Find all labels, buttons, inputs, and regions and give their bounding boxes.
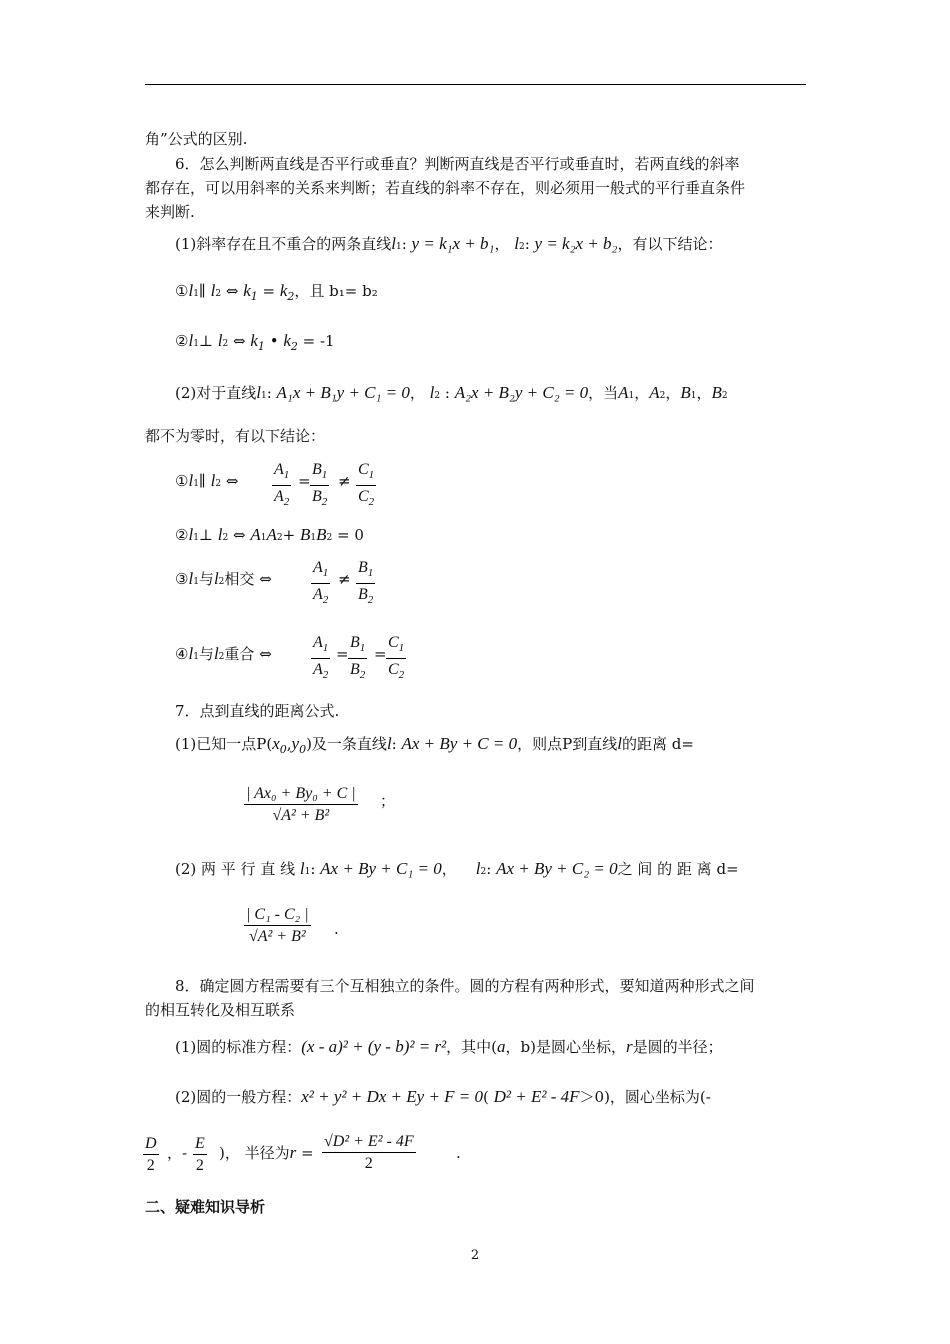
l2-slope-eq: y = k₂x + b₂ (534, 234, 618, 253)
fraction-a1-a2-b: $\frac{A_1}{A_2}$ (311, 558, 330, 611)
item6-cond1: ①l1∥ l2 ⇔ $k_1 = k_2$，且 b₁= b₂ (175, 281, 378, 303)
sub2-c4-label: ④ (175, 645, 189, 663)
point-line-distance-fraction (244, 784, 358, 827)
fraction-b1-b2-b: $\frac{B_1}{B_2}$ (356, 558, 375, 611)
sub1-suffix: ，有以下结论： (617, 235, 723, 253)
item6-line3: 来判断. (145, 203, 195, 221)
std-prefix: (1)圆的标准方程： (175, 1038, 302, 1056)
c2-tail: = -1 (302, 332, 335, 350)
item8-line1: 8．确定圆方程需要有三个互相独立的条件。圆的方程有两种形式，要知道两种形式之间 (175, 977, 755, 995)
radius-denominator: 2 (322, 1152, 416, 1175)
item7-sub1: (1)已知一点$P(x_0,y_0)$及一条直线l: Ax + By + C = 0，则点P到直线l的距离 d= (175, 734, 694, 756)
fraction-a1-a2: $\frac{A_1}{A_2}$ (272, 460, 291, 513)
intro-text: 角”公式的区别. (145, 130, 248, 148)
radius-label: )， 半径为r = (219, 1143, 314, 1162)
item6-cond2: ②l1⊥ l2 ⇔ $k_1$ • $k_2 = -1$ (175, 331, 335, 353)
std-mid: ，其中( (446, 1038, 498, 1056)
sub1-suffix: ，则点P到直线 (517, 735, 618, 753)
fraction-a1-a2-c: $\frac{A_1}{A_2}$ (311, 633, 330, 686)
intersect-text: 相交 (224, 570, 255, 588)
l2-general-eq: A₂x + B₂y + C₂ = 0 (454, 383, 589, 402)
item6-sub2-c2: ②l1⊥ l2 ⇔ A1A2+ B1B2 = 0 (175, 525, 364, 544)
neq-sign-b: ≠ (338, 570, 351, 588)
item6-line2: 都存在，可以用斜率的关系来判断；若直线的斜率不存在，则必须用一般式的平行垂直条件 (145, 179, 746, 197)
item7-sub2: (2) 两 平 行 直 线 l1: Ax + By + C₁ = 0， l2: Ax + By + C₂ = 0之 间 的 距 离 d= (175, 859, 739, 878)
fraction-b1-b2: $\frac{B_1}{B_2}$ (310, 460, 329, 513)
with-text-2: 与 (198, 645, 214, 663)
parallel-l1-eq: Ax + By + C₁ = 0 (320, 859, 442, 878)
fraction-c1-c2-c: $\frac{C_1}{C_2}$ (386, 633, 406, 686)
fraction-b1-b2-c: $\frac{B_1}{B_2}$ (348, 633, 367, 686)
eq-sign: = (298, 472, 311, 490)
l1-general-eq: A₁x + B₁y + C₁ = 0 (276, 383, 410, 402)
item6-sub2-cont: 都不为零时，有以下结论： (145, 427, 326, 445)
period: . (334, 920, 339, 938)
parallel-distance-fraction (244, 905, 311, 948)
item6-line1: 6．怎么判断两直线是否平行或垂直？判断两直线是否平行或垂直时，若两直线的斜率 (175, 155, 740, 173)
item8-line2: 的相互转化及相互联系 (145, 1001, 296, 1019)
par-numerator: | C₁ - C₂ | (246, 906, 309, 923)
item8-general-eq: (2)圆的一般方程：x² + y² + Dx + Ey + F = 0( D² + E² - 4F＞0)，圆心坐标为(- (175, 1087, 711, 1106)
gen-equation: x² + y² + Dx + Ey + F = 0 (301, 1087, 484, 1106)
semicolon: ； (380, 792, 396, 810)
item6-sub2: (2)对于直线l1: A₁x + B₁y + C₁ = 0， l2 : A₂x + B₂y + C₂ = 0，当A1，A2，B1，B2 (175, 383, 728, 402)
item7-title: 7．点到直线的距离公式. (175, 702, 340, 720)
sub2-c2-label: ② (175, 526, 189, 544)
eq-sign-c: = (336, 645, 349, 663)
par-denominator: √A² + B² (244, 925, 311, 948)
eq-sign-d: = (374, 645, 387, 663)
line-eq: Ax + By + C = 0 (401, 734, 518, 753)
with-text: 与 (198, 570, 214, 588)
c2-label: ② (175, 332, 189, 350)
std-suffix: 是圆的半径； (632, 1038, 723, 1056)
c1-tail: ，且 b₁= b₂ (294, 282, 378, 300)
c1-label: ① (175, 282, 189, 300)
center-x-fraction: $\frac{D}{2}$ (143, 1134, 159, 1177)
center-y-fraction: $\frac{E}{2}$ (193, 1134, 207, 1177)
gen-condition: D² + E² - 4F (493, 1087, 580, 1106)
fraction-c1-c2: $\frac{C_1}{C_2}$ (356, 460, 376, 513)
neq-sign: ≠ (338, 472, 351, 490)
radius-text: 半径为 (244, 1144, 290, 1162)
sub2-parallel-prefix: (2) 两 平 行 直 线 (175, 860, 296, 878)
when-text: 当 (603, 384, 619, 402)
item6-sub2-c4: ④l1与l2重合 ⇔ (175, 644, 272, 663)
item6-sub2-c1: ①l1∥ l2 ⇔ (175, 471, 239, 490)
sub2-c3-label: ③ (175, 570, 189, 588)
parallel-l2-eq: Ax + By + C₂ = 0 (496, 859, 618, 878)
radius-fraction (322, 1132, 416, 1175)
sub2-suffix: 之 间 的 距 离 d= (617, 860, 739, 878)
sub1-mid: )及一条直线 (306, 735, 387, 753)
page-number: 2 (470, 1248, 480, 1263)
coincide-text: 重合 (224, 645, 255, 663)
sub1-prefix: (1)斜率存在且不重合的两条直线 (175, 235, 392, 253)
std-equation: (x - a)² + (y - b)² = r² (301, 1037, 447, 1056)
gen-suffix: ＞0)，圆心坐标为(- (579, 1088, 711, 1106)
comma: ，- (167, 1144, 188, 1162)
sub1-end: 的距离 d= (621, 735, 694, 753)
header-rule (145, 84, 806, 85)
sub2-c2-tail: = 0 (337, 526, 364, 544)
sub2-c1-label: ① (175, 472, 189, 490)
distance-denominator: √A² + B² (244, 804, 358, 827)
gen-prefix: (2)圆的一般方程： (175, 1088, 302, 1106)
sub1-point-prefix: (1)已知一点P( (175, 735, 273, 753)
period-2: . (456, 1144, 461, 1162)
distance-numerator: | Ax₀ + By₀ + C | (246, 785, 356, 802)
item6-sub1: (1)斜率存在且不重合的两条直线l1: y = k₁x + b₁， l2: y = k₂x + b₂，有以下结论： (175, 234, 723, 253)
std-mid2: ，b)是圆心坐标， (505, 1038, 626, 1056)
radius-numerator: √D² + E² - 4F (324, 1133, 414, 1150)
sub2-prefix: (2)对于直线 (175, 384, 257, 402)
item8-standard-eq: (1)圆的标准方程：(x - a)² + (y - b)² = r²，其中(a，b)是圆心坐标，r是圆的半径； (175, 1037, 723, 1056)
l1-slope-eq: y = k₁x + b₁ (411, 234, 495, 253)
section-title: 二、疑难知识导析 (145, 1198, 266, 1216)
item6-sub2-c3: ③l1与l2相交 ⇔ (175, 569, 272, 588)
